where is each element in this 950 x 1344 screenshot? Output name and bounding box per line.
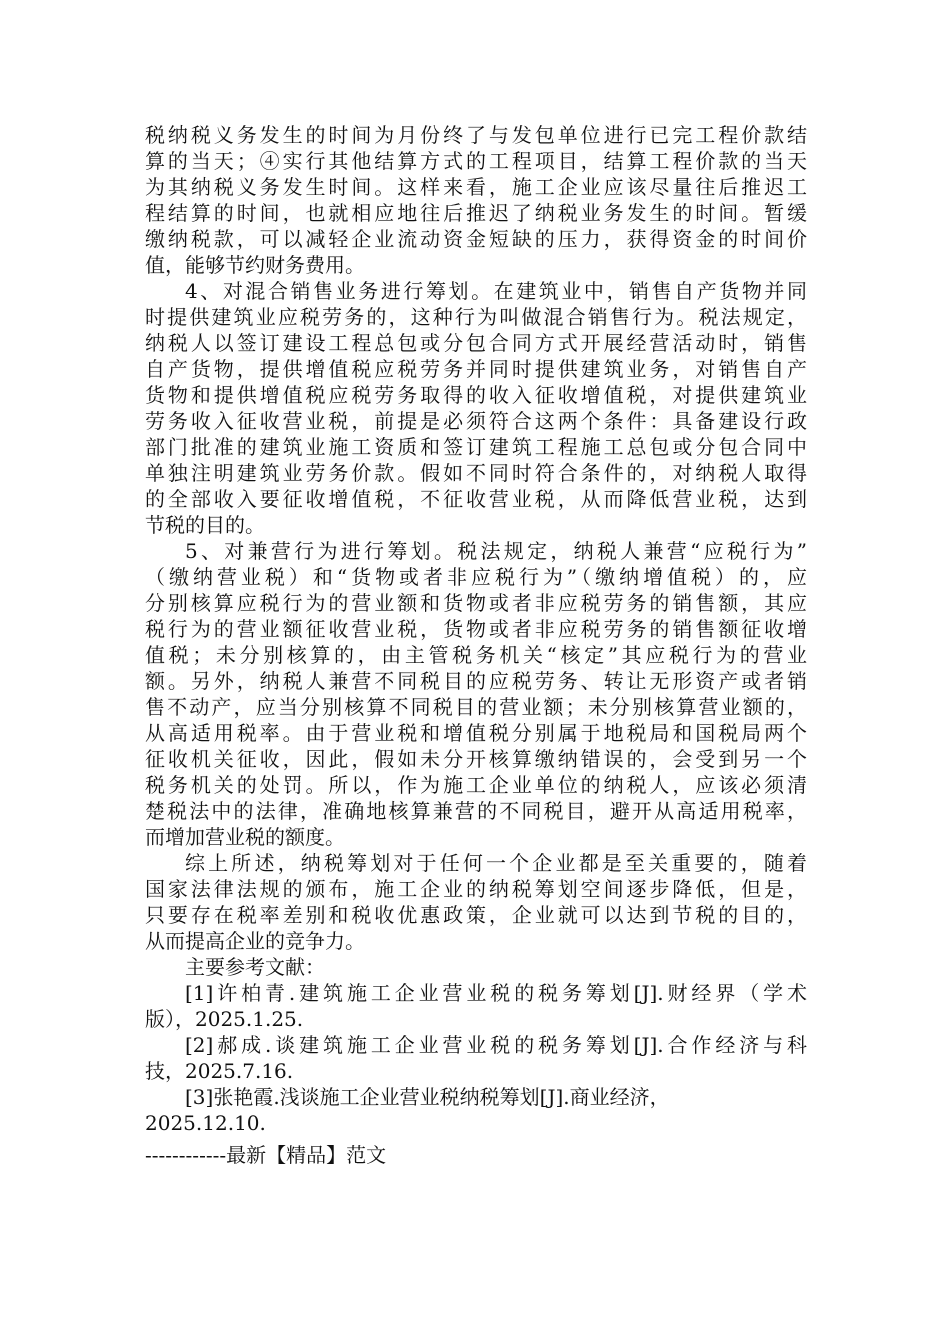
text-line: 分别核算应税行为的营业额和货物或者非应税劳务的销售额，其应 [145, 591, 807, 615]
text-line: 纳税人以签订建设工程总包或分包合同方式开展经营活动时，销售 [145, 331, 807, 355]
text-line: 缴纳税款，可以减轻企业流动资金短缺的压力，获得资金的时间价 [145, 227, 807, 251]
reference-item-continued: 版），2025.1.25. [145, 1007, 304, 1031]
text-line: 税务机关的处罚。所以，作为施工企业单位的纳税人，应该必须清 [145, 773, 807, 797]
paragraph-start-line: 4、对混合销售业务进行筹划。在建筑业中，销售自产货物并同 [185, 279, 807, 303]
text-line: 自产货物，提供增值税应税劳务并同时提供建筑业务，对销售自产 [145, 357, 807, 381]
text-line: 劳务收入征收营业税，前提是必须符合这两个条件：具备建设行政 [145, 409, 807, 433]
text-line: 值税；未分别核算的，由主管税务机关“核定”其应税行为的营业 [145, 643, 807, 667]
reference-item: [3]张艳霞.浅谈施工企业营业税纳税筹划[J].商业经济， [185, 1085, 670, 1109]
references-heading: 主要参考文献： [185, 955, 325, 979]
paragraph-start-line: 5、对兼营行为进行筹划。税法规定，纳税人兼营“应税行为” [185, 539, 807, 563]
text-line: 只要存在税率差别和税收优惠政策，企业就可以达到节税的目的， [145, 903, 807, 927]
text-line: 程结算的时间，也就相应地往后推迟了纳税业务发生的时间。暂缓 [145, 201, 807, 225]
text-line: （缴纳营业税）和“货物或者非应税行为”（缴纳增值税）的，应 [145, 565, 807, 589]
text-line: 国家法律法规的颁布，施工企业的纳税筹划空间逐步降低，但是， [145, 877, 807, 901]
text-line: 楚税法中的法律，准确地核算兼营的不同税目，避开从高适用税率， [145, 799, 807, 823]
paragraph-start-line: 综上所述，纳税筹划对于任何一个企业都是至关重要的，随着 [185, 851, 807, 875]
text-line: 售不动产，应当分别核算不同税目的营业额；未分别核算营业额的， [145, 695, 807, 719]
text-line: 为其纳税义务发生时间。这样来看，施工企业应该尽量往后推迟工 [145, 175, 807, 199]
text-line: 单独注明建筑业劳务价款。假如不同时符合条件的，对纳税人取得 [145, 461, 807, 485]
text-line: 部门批准的建筑业施工资质和签订建筑工程施工总包或分包合同中 [145, 435, 807, 459]
reference-item: [2]郝成.谈建筑施工企业营业税的税务筹划[J].合作经济与科 [185, 1033, 807, 1057]
text-line: 的全部收入要征收增值税，不征收营业税，从而降低营业税，达到 [145, 487, 807, 511]
text-line: 税纳税义务发生的时间为月份终了与发包单位进行已完工程价款结 [145, 123, 807, 147]
text-line: 节税的目的。 [145, 513, 265, 537]
text-line: 从而提高企业的竞争力。 [145, 929, 365, 953]
text-line: 征收机关征收，因此，假如未分开核算缴纳错误的，会受到另一个 [145, 747, 807, 771]
text-line: 额。另外，纳税人兼营不同税目的应税劳务、转让无形资产或者销 [145, 669, 807, 693]
text-line: 从高适用税率。由于营业税和增值税分别属于地税局和国税局两个 [145, 721, 807, 745]
reference-item-continued: 2025.12.10. [145, 1111, 266, 1135]
text-line: 税行为的营业额征收营业税，货物或者非应税劳务的销售额征收增 [145, 617, 807, 641]
text-line: 货物和提供增值税应税劳务取得的收入征收增值税，对提供建筑业 [145, 383, 807, 407]
text-line: 算的当天；④实行其他结算方式的工程项目，结算工程价款的当天 [145, 149, 807, 173]
reference-item: [1]许柏青.建筑施工企业营业税的税务筹划[J].财经界（学术 [185, 981, 807, 1005]
text-line: 时提供建筑业应税劳务的，这种行为叫做混合销售行为。税法规定， [145, 305, 807, 329]
document-body [145, 122, 807, 1136]
text-line: 而增加营业税的额度。 [145, 825, 345, 849]
page-footer: ------------最新【精品】范文 [145, 1143, 387, 1167]
text-line: 值，能够节约财务费用。 [145, 253, 365, 277]
reference-item-continued: 技，2025.7.16. [145, 1059, 294, 1083]
